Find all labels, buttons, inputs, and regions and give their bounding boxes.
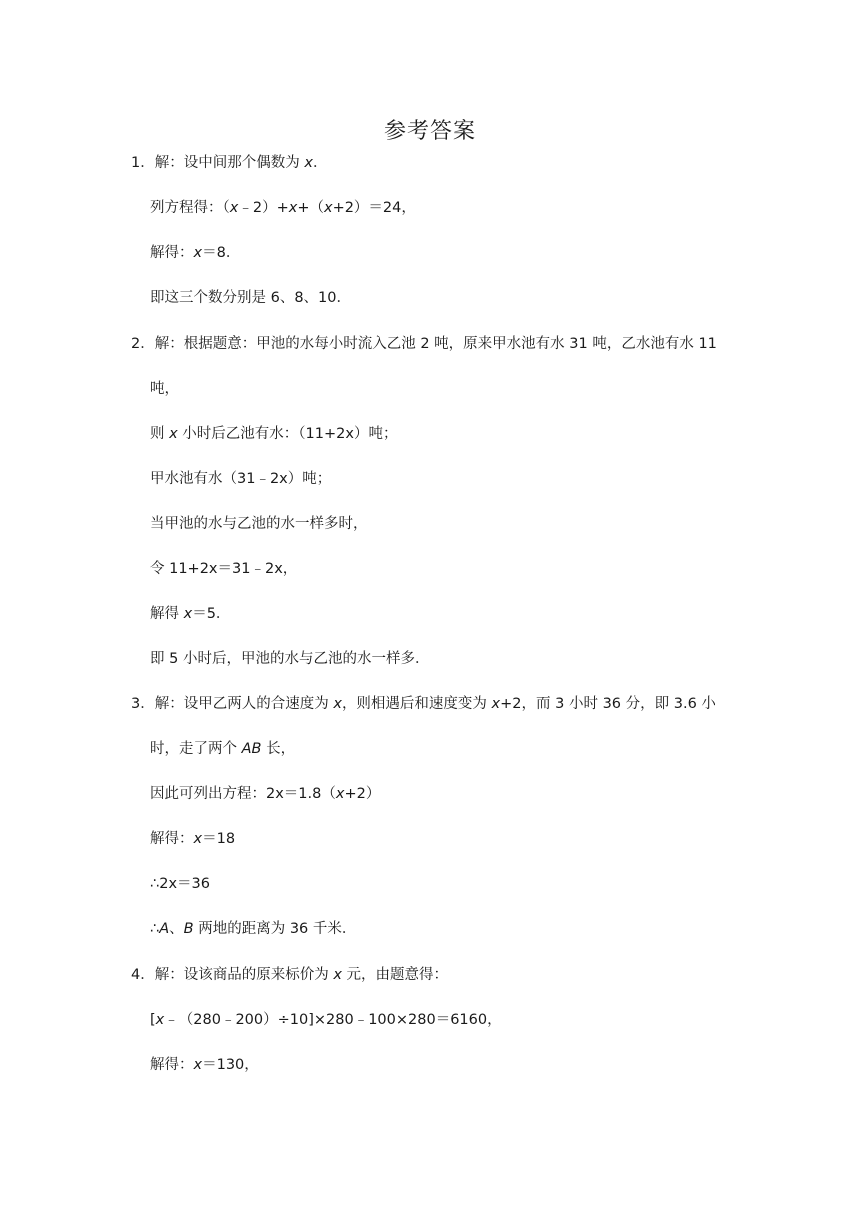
answer-line: 列方程得：（x﹣2）+x+（x+2）＝24，	[150, 200, 416, 216]
answer-line: 因此可列出方程：2x＝1.8（x+2）	[150, 786, 381, 802]
answer-line: 解得：x＝18	[150, 831, 236, 847]
answer-line: 解得：x＝130，	[150, 1057, 259, 1073]
answer-line: 令 11+2x＝31﹣2x，	[150, 561, 298, 577]
answer-line: 即这三个数分别是 6、8、10．	[150, 290, 352, 306]
question-answer-heading: 3．解：设甲乙两人的合速度为 x，则相遇后和速度变为 x+2，而 3 小时 36 分，即 3.6 小	[131, 696, 716, 712]
answer-line: 时，走了两个 AB 长，	[150, 741, 296, 757]
answer-line: 吨，	[150, 381, 179, 397]
answer-line: 解得 x＝5．	[150, 606, 231, 622]
question-answer-heading: 1．解：设中间那个偶数为 x．	[131, 155, 328, 171]
answer-line: ∴A、B 两地的距离为 36 千米．	[150, 921, 357, 937]
answer-line: 甲水池有水（31﹣2x）吨；	[150, 471, 332, 487]
answer-line: ∴2x＝36	[150, 876, 210, 892]
question-answer-heading: 2．解：根据题意：甲池的水每小时流入乙池 2 吨，原来甲水池有水 31 吨，乙水池有水 11	[131, 336, 717, 352]
answer-line: 解得：x＝8．	[150, 245, 241, 261]
answer-line: 当甲池的水与乙池的水一样多时，	[150, 516, 368, 532]
answer-line: 即 5 小时后，甲池的水与乙池的水一样多．	[150, 651, 430, 667]
answer-line: [x﹣（280﹣200）÷10]×280﹣100×280＝6160，	[150, 1012, 502, 1028]
page-title: 参考答案	[383, 119, 476, 144]
answer-line: 则 x 小时后乙池有水：（11+2x）吨；	[150, 426, 398, 442]
question-answer-heading: 4．解：设该商品的原来标价为 x 元，由题意得：	[131, 967, 449, 983]
